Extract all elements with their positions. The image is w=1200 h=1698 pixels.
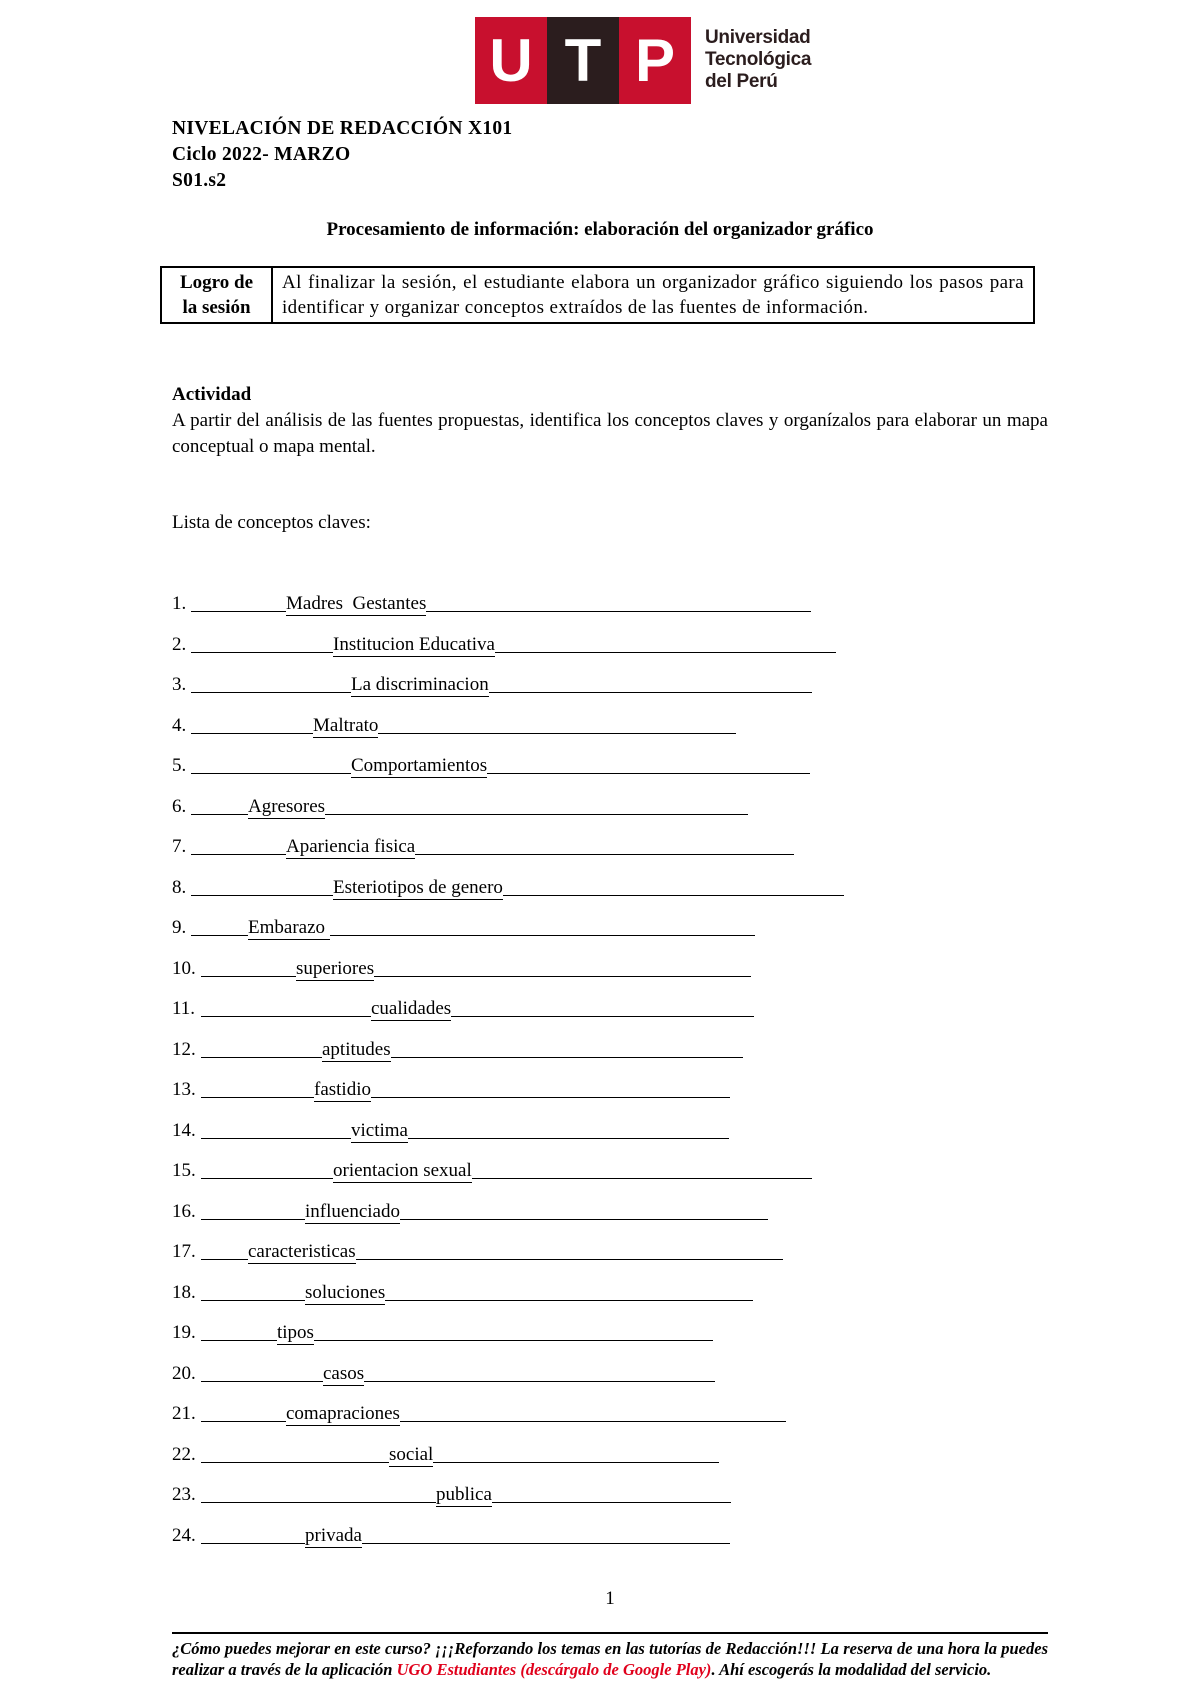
concept-text: comapraciones bbox=[286, 1403, 400, 1424]
concept-text: superiores bbox=[296, 957, 375, 979]
blank-line-leading bbox=[201, 998, 371, 1017]
blank-line-leading bbox=[191, 634, 333, 653]
concept-item bbox=[172, 1363, 844, 1404]
concept-text: influenciado bbox=[305, 1200, 400, 1222]
blank-line-trailing bbox=[362, 1525, 730, 1544]
concept-item bbox=[172, 1484, 844, 1525]
concept-item bbox=[172, 1079, 844, 1120]
activity-text: A partir del análisis de las fuentes propuestas, identifica los conceptos claves y organízalos para elaborar un mapa conceptual o mapa mental. bbox=[172, 410, 1048, 457]
concept-number: 5. bbox=[172, 755, 187, 776]
concept-number: 24. bbox=[172, 1524, 196, 1546]
blank-line-leading bbox=[201, 1484, 436, 1503]
concept-text: soluciones bbox=[305, 1281, 386, 1303]
concept-number: 7. bbox=[172, 836, 187, 857]
logo-letter-p: P bbox=[619, 17, 691, 104]
concept-text: La discriminacion bbox=[351, 674, 489, 695]
blank-line-leading bbox=[191, 796, 248, 815]
blank-line-leading bbox=[191, 674, 351, 693]
concept-number: 21. bbox=[172, 1403, 196, 1424]
concept-item bbox=[172, 1201, 844, 1242]
concept-item bbox=[172, 958, 844, 999]
blank-line-trailing bbox=[391, 1039, 743, 1058]
blank-line-trailing bbox=[451, 998, 754, 1017]
blank-line-trailing bbox=[356, 1241, 783, 1260]
blank-line-leading bbox=[191, 917, 248, 936]
concept-text: orientacion sexual bbox=[333, 1160, 472, 1181]
utp-logo bbox=[475, 17, 811, 104]
concept-item bbox=[172, 836, 844, 877]
logro-label: Logro de la sesión bbox=[161, 267, 272, 323]
concept-item bbox=[172, 593, 844, 634]
concept-item bbox=[172, 634, 844, 675]
concept-list-title: Lista de conceptos claves: bbox=[172, 512, 371, 533]
blank-line-trailing bbox=[487, 755, 810, 774]
blank-line-trailing bbox=[400, 1201, 768, 1220]
blank-line-trailing bbox=[330, 917, 755, 936]
blank-line-leading bbox=[201, 1525, 305, 1544]
concept-item bbox=[172, 877, 844, 918]
concept-number: 8. bbox=[172, 876, 187, 898]
concept-number: 20. bbox=[172, 1362, 196, 1384]
blank-line-leading bbox=[201, 1444, 389, 1463]
concept-number: 9. bbox=[172, 917, 187, 938]
concept-list bbox=[172, 593, 844, 1565]
concept-item bbox=[172, 1444, 844, 1485]
concept-number: 4. bbox=[172, 714, 187, 736]
blank-line-trailing bbox=[325, 796, 748, 815]
concept-item bbox=[172, 1039, 844, 1080]
logo-university-name: Universidad Tecnológica del Perú bbox=[705, 27, 812, 92]
concept-item bbox=[172, 674, 844, 715]
concept-text: Embarazo bbox=[248, 917, 330, 938]
concept-text: victima bbox=[351, 1119, 408, 1141]
cycle-label: Ciclo 2022- MARZO bbox=[172, 144, 351, 165]
blank-line-trailing bbox=[472, 1160, 812, 1179]
activity-section bbox=[172, 382, 1048, 460]
concept-text: Maltrato bbox=[313, 714, 379, 736]
concept-text: Apariencia fisica bbox=[286, 836, 416, 857]
concept-text: social bbox=[389, 1443, 434, 1465]
concept-number: 11. bbox=[172, 998, 196, 1019]
blank-line-leading bbox=[191, 836, 286, 855]
concept-item bbox=[172, 1241, 844, 1282]
concept-number: 15. bbox=[172, 1160, 196, 1181]
activity-title: Actividad bbox=[172, 384, 252, 405]
blank-line-leading bbox=[201, 1120, 351, 1139]
blank-line-leading bbox=[201, 1201, 305, 1220]
blank-line-trailing bbox=[415, 836, 794, 855]
blank-line-trailing bbox=[489, 674, 812, 693]
concept-item bbox=[172, 998, 844, 1039]
logro-text: Al finalizar la sesión, el estudiante elabora un organizador gráfico siguiendo los pasos para identificar y organizar conceptos extraídos de las fuentes de información. bbox=[272, 267, 1034, 323]
document-header bbox=[172, 116, 512, 194]
blank-line-trailing bbox=[495, 634, 836, 653]
blank-line-trailing bbox=[433, 1444, 719, 1463]
concept-number: 23. bbox=[172, 1484, 196, 1505]
concept-text: Institucion Educativa bbox=[333, 633, 495, 655]
concept-item bbox=[172, 755, 844, 796]
blank-line-trailing bbox=[371, 1079, 730, 1098]
concept-number: 1. bbox=[172, 593, 187, 614]
course-title: NIVELACIÓN DE REDACCIÓN X101 bbox=[172, 118, 513, 139]
concept-text: publica bbox=[436, 1484, 492, 1505]
concept-item bbox=[172, 715, 844, 756]
footer-divider bbox=[172, 1632, 1048, 1634]
blank-line-leading bbox=[201, 958, 296, 977]
concept-item bbox=[172, 1525, 844, 1566]
blank-line-leading bbox=[201, 1241, 248, 1260]
blank-line-leading bbox=[201, 1079, 314, 1098]
concept-number: 13. bbox=[172, 1079, 196, 1100]
blank-line-leading bbox=[201, 1282, 305, 1301]
concept-text: Comportamientos bbox=[351, 755, 488, 776]
concept-text: privada bbox=[305, 1524, 362, 1546]
concept-number: 10. bbox=[172, 957, 196, 979]
concept-text: casos bbox=[323, 1362, 365, 1384]
concept-item bbox=[172, 917, 844, 958]
concept-number: 12. bbox=[172, 1038, 196, 1060]
blank-line-trailing bbox=[364, 1363, 715, 1382]
concept-item bbox=[172, 1282, 844, 1323]
blank-line-trailing bbox=[374, 958, 751, 977]
blank-line-trailing bbox=[503, 877, 844, 896]
blank-line-trailing bbox=[378, 715, 736, 734]
logo-mark bbox=[475, 17, 691, 104]
blank-line-leading bbox=[201, 1322, 277, 1341]
concept-number: 17. bbox=[172, 1241, 196, 1262]
concept-text: tipos bbox=[277, 1322, 314, 1343]
concept-number: 3. bbox=[172, 674, 187, 695]
blank-line-trailing bbox=[426, 593, 811, 612]
footer-note: ¿Cómo puedes mejorar en este curso? ¡¡¡Reforzando los temas en las tutorías de Redacción!!! La reserva de una hora la puedes realizar a través de la aplicación UGO Estudiantes (descárgalo de Google Play). Ahí escogerás la modalidad del servicio. bbox=[172, 1639, 1048, 1679]
blank-line-leading bbox=[191, 715, 313, 734]
concept-item bbox=[172, 1120, 844, 1161]
blank-line-leading bbox=[191, 593, 286, 612]
blank-line-leading bbox=[201, 1403, 286, 1422]
concept-text: cualidades bbox=[371, 998, 452, 1019]
blank-line-leading bbox=[191, 877, 333, 896]
blank-line-trailing bbox=[385, 1282, 753, 1301]
concept-item bbox=[172, 1403, 844, 1444]
concept-number: 19. bbox=[172, 1322, 196, 1343]
concept-item bbox=[172, 1322, 844, 1363]
page-number: 1 bbox=[605, 1588, 615, 1609]
blank-line-leading bbox=[201, 1160, 333, 1179]
session-label: S01.s2 bbox=[172, 170, 227, 191]
concept-number: 14. bbox=[172, 1119, 196, 1141]
blank-line-leading bbox=[201, 1039, 322, 1058]
concept-number: 16. bbox=[172, 1200, 196, 1222]
logo-letter-u: U bbox=[475, 17, 547, 104]
concept-number: 2. bbox=[172, 633, 187, 655]
blank-line-leading bbox=[191, 755, 351, 774]
concept-item bbox=[172, 796, 844, 837]
concept-text: caracteristicas bbox=[248, 1241, 356, 1262]
document-subtitle: Procesamiento de información: elaboración del organizador gráfico bbox=[326, 219, 874, 240]
concept-number: 6. bbox=[172, 795, 187, 817]
concept-text: aptitudes bbox=[322, 1038, 391, 1060]
concept-number: 18. bbox=[172, 1281, 196, 1303]
concept-number: 22. bbox=[172, 1443, 196, 1465]
concept-text: Madres Gestantes bbox=[286, 593, 427, 614]
blank-line-trailing bbox=[408, 1120, 729, 1139]
concept-item bbox=[172, 1160, 844, 1201]
concept-text: Agresores bbox=[248, 795, 326, 817]
blank-line-trailing bbox=[400, 1403, 786, 1422]
concept-text: Esteriotipos de genero bbox=[333, 876, 503, 898]
blank-line-trailing bbox=[492, 1484, 731, 1503]
logo-letter-t: T bbox=[547, 17, 619, 104]
logro-table bbox=[160, 266, 1035, 324]
concept-text: fastidio bbox=[314, 1079, 371, 1100]
app-name-highlight: UGO Estudiantes (descárgalo de Google Play) bbox=[396, 1660, 712, 1679]
blank-line-leading bbox=[201, 1363, 323, 1382]
blank-line-trailing bbox=[314, 1322, 713, 1341]
